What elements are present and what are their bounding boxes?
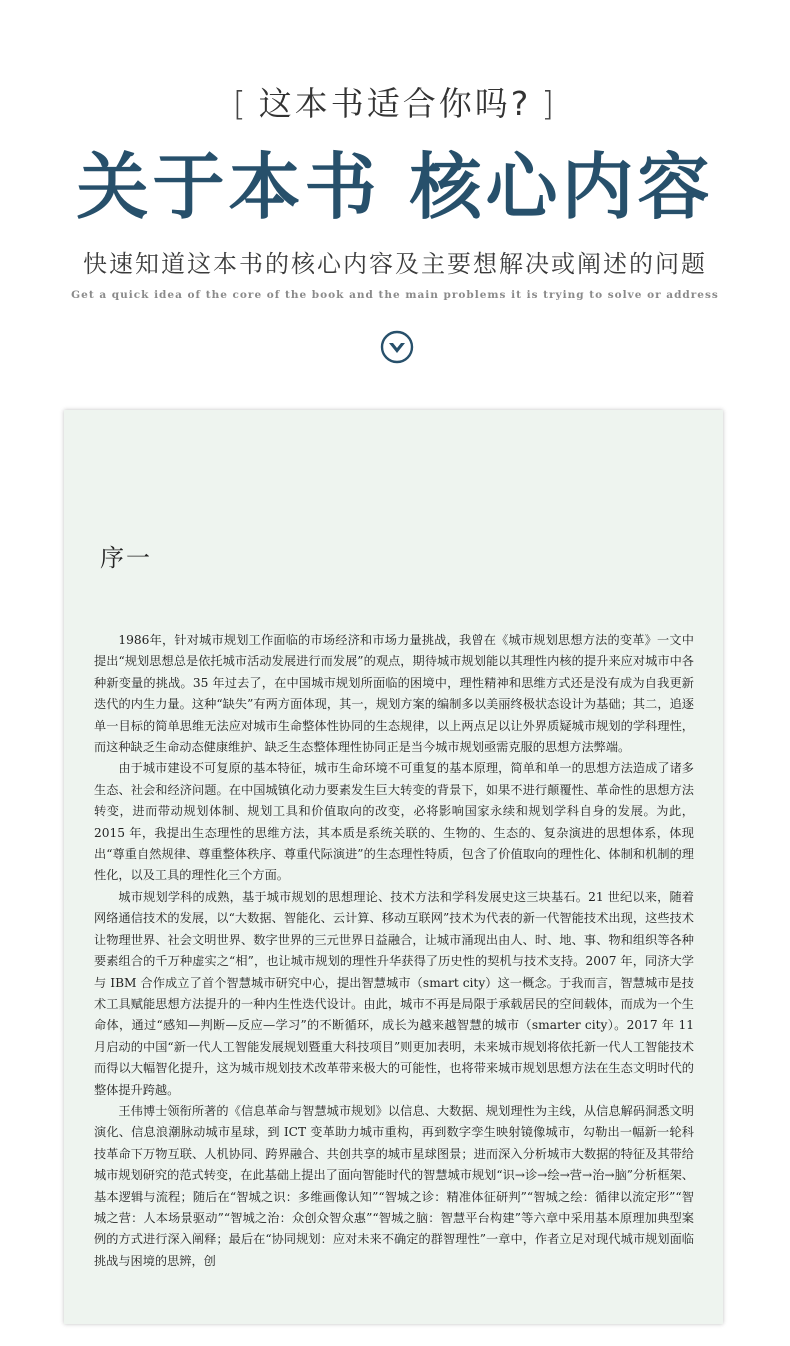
bracket-left: [ (232, 84, 249, 123)
tagline (0, 78, 790, 125)
headline: 关于本书 核心内容 (76, 144, 714, 229)
page-title: 序一 (100, 544, 152, 572)
paragraph: 城市规划学科的成熟，基于城市规划的思想理论、技术方法和学科发展史这三块基石。21 世纪以来，随着网络通信技术的发展，以“大数据、智能化、云计算、移动互联网”技术为代表的新一代智能技术出现，这些技术让物理世界、社会文明世界、数字世界的三元世界日益融合，让城市涌现出由人、时、地、事、物和组织等各种要素组合的千万种虚实之“相”，也让城市规划的理性升华获得了历史性的契机与技术支持。2007 年，同济大学与 IBM 合作成立了首个智慧城市研究中心，提出智慧城市（smart city）这一概念。于我而言，智慧城市是技术工具赋能思想方法提升的一种内生性迭代设计。由此，城市不再是局限于承载居民的空间载体，而成为一个生命体，通过“感知—判断—反应—学习”的不断循环，成长为越来越智慧的城市（smarter city）。2017 年 11 月启动的中国“新一代人工智能发展规划暨重大科技项目”则更加表明，未来城市规划将依托新一代人工智能技术而得以大幅智化提升，这为城市规划技术改革带来极大的可能性，也将带来城市规划思想方法在生态文明时代的整体提升跨越。 (94, 889, 694, 1097)
body-text (94, 630, 694, 1272)
subtitle-en: Get a quick idea of the core of the book and the main problems it is trying to solve or address (71, 289, 719, 301)
chevron-down-circle-icon (380, 330, 414, 364)
paragraph: 1986年，针对城市规划工作面临的市场经济和市场力量挑战，我曾在《城市规划思想方法的变革》一文中提出“规划思想总是依托城市活动发展进行而发展”的观点，期待城市规划能以其理性内核的提升来应对城市中各种新变量的挑战。35 年过去了，在中国城市规划所面临的困境中，理性精神和思维方式还是没有成为自我更新迭代的内生力量。这种“缺失”有两方面体现，其一，规划方案的编制多以美丽终极状态设计为基础；其二，追逐单一目标的简单思维无法应对城市生命整体性协同的生态规律，以上两点足以让外界质疑城市规划的学科理性，而这种缺乏生命动态健康维护、缺乏生态整体理性协同正是当今城市规划亟需克服的思想方法弊端。 (94, 633, 694, 755)
bracket-right: ] (541, 84, 558, 123)
tagline-text: 这本书适合你吗? (258, 84, 532, 123)
subtitle: 快速知道这本书的核心内容及主要想解决或阐述的问题 (83, 250, 707, 278)
paragraph: 由于城市建设不可复原的基本特征，城市生命环境不可重复的基本原理，简单和单一的思想方法造成了诸多生态、社会和经济问题。在中国城镇化动力要素发生巨大转变的背景下，如果不进行颠覆性、革命性的思想方法转变，进而带动规划体制、规划工具和价值取向的改变，必将影响国家永续和规划学科自身的发展。为此，2015 年，我提出生态理性的思维方法，其本质是系统关联的、生物的、生态的、复杂演进的思想体系，体现出“尊重自然规律、尊重整体秩序、尊重代际演进”的生态理性特质，包含了价值取向的理性化、体制和机制的理性化，以及工具的理性化三个方面。 (94, 761, 694, 883)
document-page (64, 410, 723, 1324)
paragraph: 王伟博士领衔所著的《信息革命与智慧城市规划》以信息、大数据、规划理性为主线，从信息解码洞悉文明演化、信息浪潮脉动城市星球，到 ICT 变革助力城市重构，再到数字孪生映射镜像城市，勾勒出一幅新一轮科技革命下万物互联、人机协同、跨界融合、共创共享的城市星球图景；进而深入分析城市大数据的特征及其带给城市规划研究的范式转变，在此基础上提出了面向智能时代的智慧城市规划“识→诊→绘→营→治→脑”分析框架、基本逻辑与流程；随后在“智城之识：多维画像认知”“智城之诊：精准体征研判”“智城之绘：循律以流定形”“智城之营：人本场景驱动”“智城之治：众创众智众惠”“智城之脑：智慧平台构建”等六章中采用基本原理加典型案例的方式进行深入阐释；最后在“协同规划：应对未来不确定的群智理性”一章中，作者立足对现代城市规划面临挑战与困境的思辨，创 (94, 1103, 694, 1268)
